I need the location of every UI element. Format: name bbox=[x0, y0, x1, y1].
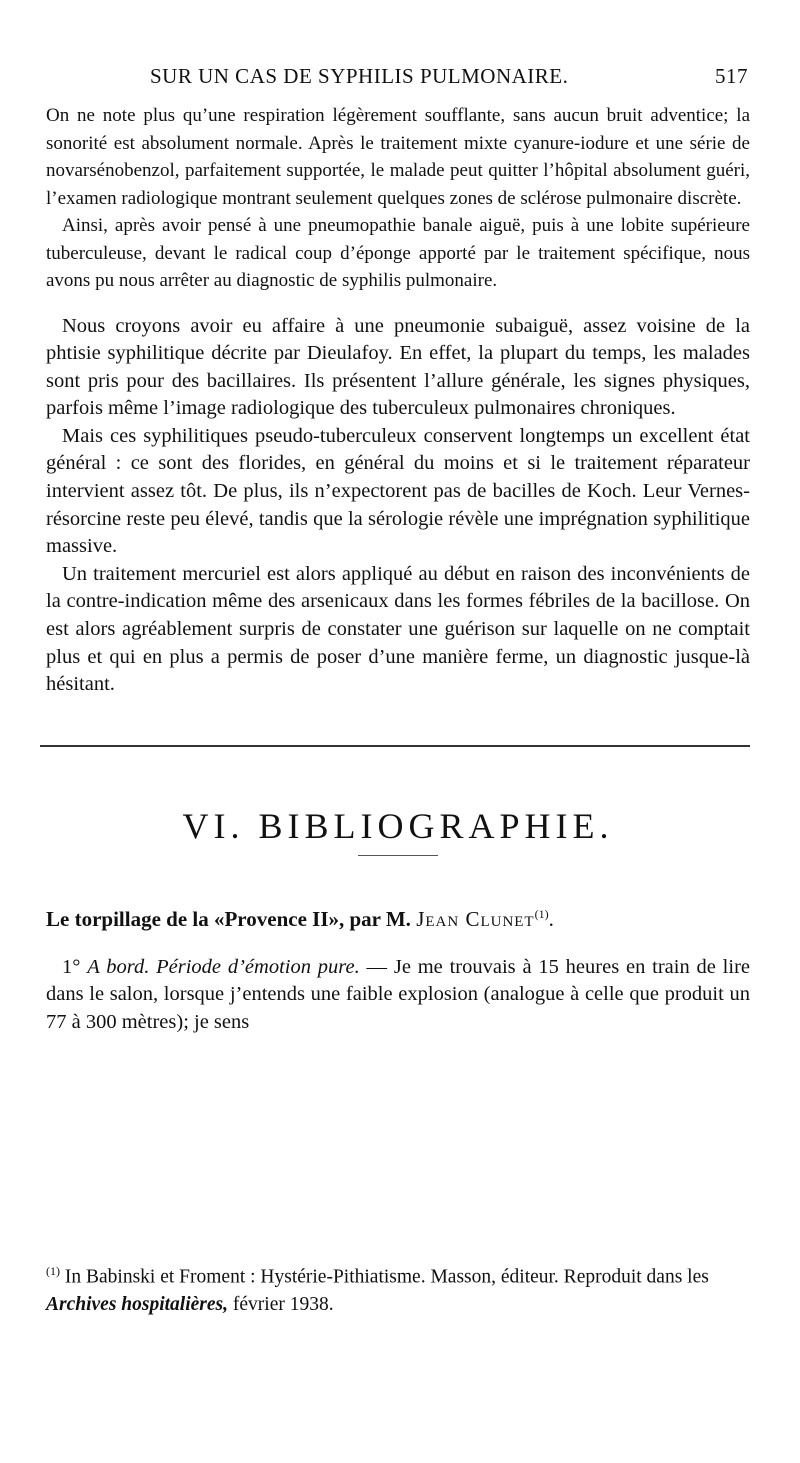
section-title: VI. BIBLIOGRAPHIE. bbox=[182, 805, 614, 846]
book-page bbox=[46, 60, 750, 1440]
footnote bbox=[46, 1258, 750, 1318]
section-title-underline bbox=[358, 855, 438, 856]
section-divider bbox=[40, 745, 750, 747]
footnote-text-b: février 1938. bbox=[228, 1293, 334, 1315]
paragraph-discussion-1: Nous croyons avoir eu affaire à une pneumonie subaiguë, assez voisine de la phtisie syphilitique décrite par Dieulafoy. En effet, la plupart du temps, les malades sont pris pour des bacillaires. Ils présentent l’allure générale, les signes physiques, parfois même l’image radiologique des tuberculeux pulmonaires chroniques. bbox=[46, 314, 750, 420]
bibliography-author: Jean Clunet bbox=[416, 906, 535, 931]
bibliography-end: . bbox=[548, 906, 554, 931]
bibliography-para-rest: — Je me trouvais à 15 heures en train de lire dans le salon, lorsque j’entends une faible explosion (analogue à celle que produit un 77 à 300 mètres); je sens bbox=[46, 955, 750, 1033]
bibliography-para-prefix: 1° bbox=[62, 955, 88, 978]
paragraph-discussion-2: Mais ces syphilitiques pseudo-tuberculeux conservent longtemps un excellent état général : ce sont des florides, en général du moins et si le traitement réparateur intervient assez tôt. De plus, ils n’expectorent pas de bacilles de Koch. Leur Vernes-résorcine reste peu élevé, tandis que la sérologie révèle une imprégnation syphilitique massive. bbox=[46, 424, 750, 558]
bibliography-para-italic: A bord. Période d’émotion pure. bbox=[87, 955, 360, 978]
paragraph-case-outcome: On ne note plus qu’une respiration légèrement soufflante, sans aucun bruit adventice; la sonorité est absolument normale. Après le traitement mixte cyanure-iodure et une série de novarsénobenzol, parfaitement supportée, le malade peut quitter l’hôpital absolument guéri, l’examen radiologique montrant seulement quelques zones de sclérose pulmonaire discrète. bbox=[46, 105, 750, 209]
paragraph-discussion-3: Un traitement mercuriel est alors appliqué au début en raison des inconvénients de la contre-indication même des arsenicaux dans les formes fébriles de la bacillose. On est alors agréablement surpris de constater une guérison sur laquelle on ne comptait plus et qui en plus a permis de poser d’une manière ferme, un diagnostic jusque-là hésitant. bbox=[46, 562, 750, 696]
footnote-italic: Archives hospitalières, bbox=[46, 1293, 229, 1315]
bibliography-paragraph bbox=[46, 954, 750, 1037]
bibliography-lead: Le torpillage de la «Provence II», par M. bbox=[46, 906, 417, 931]
footnote-text-a: In Babinski et Froment : Hystérie-Pithiatisme. Masson, éditeur. Reproduit dans les bbox=[60, 1266, 709, 1288]
footnote-marker: (1) bbox=[46, 1264, 60, 1278]
running-head bbox=[46, 60, 750, 98]
page-number: 517 bbox=[715, 64, 748, 88]
bibliography-entry-title bbox=[46, 900, 750, 933]
paragraph-case-conclusion: Ainsi, après avoir pensé à une pneumopathie banale aiguë, puis à une lobite supérieure tuberculeuse, devant le radical coup d’éponge apporté par le traitement spécifique, nous avons pu nous arrêter au diagnostic de syphilis pulmonaire. bbox=[46, 215, 750, 291]
footnote-reference: (1) bbox=[534, 906, 549, 921]
running-title: SUR UN CAS DE SYPHILIS PULMONAIRE. bbox=[150, 64, 569, 88]
